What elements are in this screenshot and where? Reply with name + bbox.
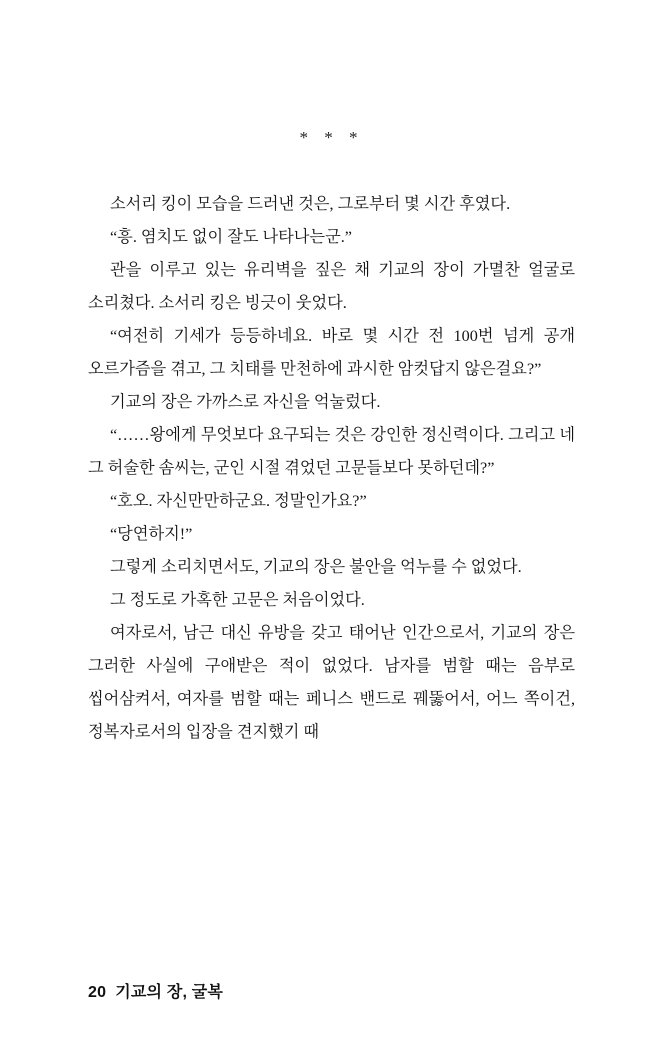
paragraph: 소서리 킹이 모습을 드러낸 것은, 그로부터 몇 시간 후였다. <box>110 195 511 213</box>
paragraph: 관을 이루고 있는 유리벽을 짚은 채 기교의 장이 가멸찬 얼굴로 소리쳤다. 소서리 킹은 빙긋이 웃었다. <box>88 261 575 312</box>
paragraph: 그렇게 소리치면서도, 기교의 장은 불안을 억누를 수 없었다. <box>110 558 522 576</box>
page-footer <box>88 979 223 1002</box>
body-text-block <box>88 148 575 749</box>
paragraph: “……왕에게 무엇보다 요구되는 것은 강인한 정신력이다. 그리고 네 그 허술한 솜씨는, 군인 시절 겪었던 고문들보다 못하던데?” <box>88 426 575 477</box>
scene-break-divider: * * * <box>299 128 364 147</box>
paragraph: “호오. 자신만만하군요. 정말인가요?” <box>110 492 367 510</box>
chapter-title: 기교의 장, 굴복 <box>115 984 224 1001</box>
paragraph: 기교의 장은 가까스로 자신을 억눌렀다. <box>110 393 381 411</box>
paragraph: 그 정도로 가혹한 고문은 처음이었다. <box>110 591 365 609</box>
paragraph: 여자로서, 남근 대신 유방을 갖고 태어난 인간으로서, 기교의 장은 그러한 사실에 구애받은 적이 없었다. 남자를 범할 때는 음부로 씹어삼켜서, 여자를 범할 때는 페니스 밴드로 꿰뚫어서, 어느 쪽이건, 정복자로서의 입장을 견지했기 때 <box>88 624 575 741</box>
paragraph: “당연하지!” <box>110 525 193 543</box>
paragraph: “흥. 염치도 없이 잘도 나타나는군.” <box>110 228 352 246</box>
page-number: 20 <box>88 984 107 1001</box>
paragraph: “여전히 기세가 등등하네요. 바로 몇 시간 전 100번 넘게 공개 오르가즘을 겪고, 그 치태를 만천하에 과시한 암컷답지 않은걸요?” <box>88 327 575 378</box>
